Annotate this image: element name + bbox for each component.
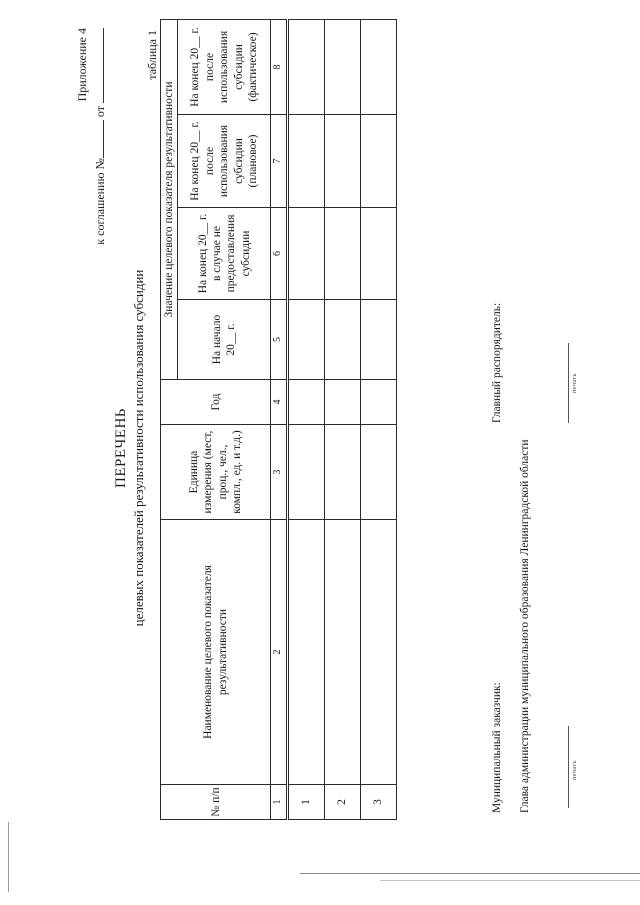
header-value-group: Значение целевого показателя результативности: [161, 19, 178, 379]
column-number: 7: [271, 115, 288, 208]
table-cell: [324, 115, 360, 208]
document-page: [75, 18, 595, 878]
customer-signature-line: [568, 726, 569, 808]
table-row: [360, 19, 396, 819]
customer-label: Муниципальный заказчик:: [491, 682, 503, 813]
header-unit: Единица измерения (мест, проц., чел., компл., ед. и т.д.): [161, 425, 271, 520]
distributor-signature-line: [568, 343, 569, 423]
table-cell: [287, 380, 324, 425]
agreement-date-blank: [92, 28, 104, 103]
row-number: 2: [324, 785, 360, 820]
document-subtitle: целевых показателей результативности использования субсидии: [131, 269, 146, 627]
column-number: 5: [271, 300, 288, 380]
table-cell: [287, 425, 324, 520]
customer-title: Глава администрации муниципального образования Ленинградской области: [519, 439, 531, 813]
table-cell: [287, 208, 324, 300]
table-cell: [324, 425, 360, 520]
table-row: [324, 19, 360, 819]
table-label: таблица 1: [145, 30, 159, 80]
table-cell: [324, 300, 360, 380]
table-cell: [360, 208, 396, 300]
column-number: 2: [271, 520, 288, 785]
table-cell: [324, 520, 360, 785]
row-number: 1: [287, 785, 324, 820]
scan-edge-mark: [8, 822, 9, 892]
appendix-label: Приложение 4: [75, 28, 89, 102]
header-value-actual: На конец 20__ г. после использования субсидии (фактическое): [178, 19, 271, 114]
document-title: ПЕРЕЧЕНЬ: [113, 408, 129, 488]
table-cell: [360, 300, 396, 380]
header-value-planned: На конец 20__ г. после использования субсидии (плановое): [178, 115, 271, 208]
indicators-table: [160, 19, 397, 820]
table-cell: [324, 208, 360, 300]
row-number: 3: [360, 785, 396, 820]
table-cell: [324, 380, 360, 425]
agreement-reference: [92, 28, 108, 245]
header-number: № п/п: [161, 785, 271, 820]
column-number: 1: [271, 785, 288, 820]
table-cell: [287, 19, 324, 114]
header-value-no-subsidy: На конец 20__ г. в случае не предоставления субсидии: [178, 208, 271, 300]
header-value-start: На начало 20__ г.: [178, 300, 271, 380]
table-cell: [287, 300, 324, 380]
table-cell: [324, 19, 360, 114]
table-cell: [287, 115, 324, 208]
table-cell: [360, 19, 396, 114]
table-row: [287, 19, 324, 819]
column-number: 3: [271, 425, 288, 520]
customer-stamp-hint: печать: [571, 760, 578, 780]
distributor-label: Главный распорядитель:: [491, 302, 503, 423]
scan-edge-mark: [380, 880, 640, 881]
table-cell: [360, 425, 396, 520]
agreement-from: от: [93, 106, 107, 118]
distributor-stamp-hint: печать: [571, 373, 578, 393]
column-number: 6: [271, 208, 288, 300]
header-indicator-name: Наименование целевого показателя результативности: [161, 520, 271, 785]
column-number: 8: [271, 19, 288, 114]
table-cell: [360, 380, 396, 425]
agreement-number-blank: [92, 120, 104, 158]
column-number: 4: [271, 380, 288, 425]
header-year: Год: [161, 380, 271, 425]
agreement-prefix: к соглашению №: [93, 158, 107, 245]
table-cell: [287, 520, 324, 785]
table-cell: [360, 520, 396, 785]
table-cell: [360, 115, 396, 208]
